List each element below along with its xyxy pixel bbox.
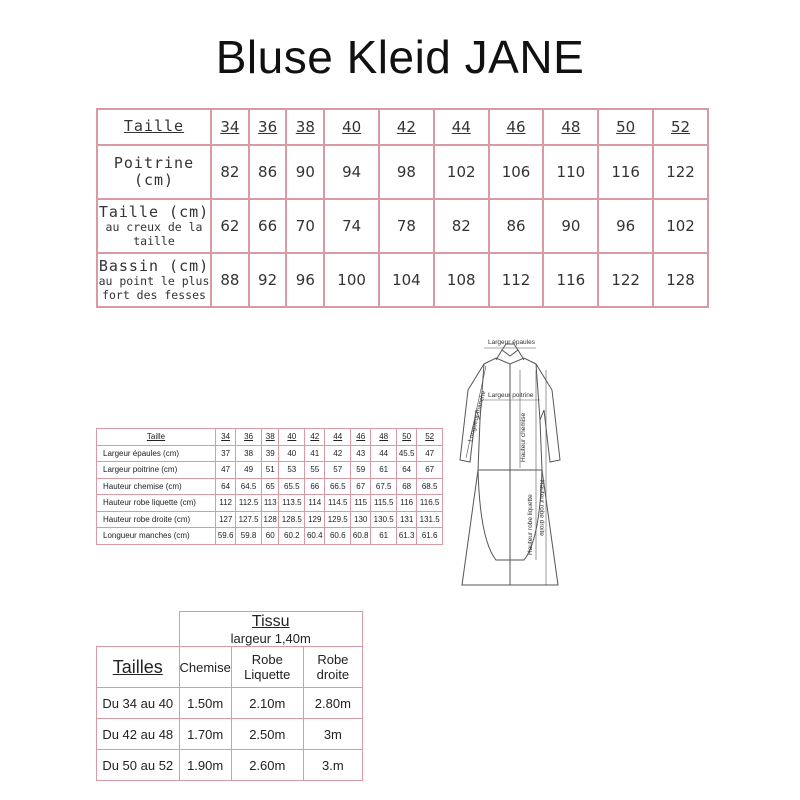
- table-cell: 67.5: [371, 478, 397, 495]
- table-cell: 108: [434, 253, 489, 307]
- table-row: [97, 511, 443, 528]
- table-cell: 116: [598, 145, 653, 199]
- table-cell: 129: [305, 511, 325, 528]
- table-cell: 47: [417, 445, 443, 462]
- table-cell: 128.5: [279, 511, 305, 528]
- label-chest: Largeur poitrine: [488, 392, 534, 399]
- table-cell: 59.8: [236, 528, 262, 545]
- size-header-cell: 46: [489, 109, 544, 145]
- label-shoulders: Largeur épaules: [488, 339, 535, 346]
- sizes-heading-text: Tailles: [112, 656, 163, 677]
- size-header-cell: 34: [211, 109, 249, 145]
- table-cell: 61: [371, 462, 397, 479]
- table-cell: 41: [305, 445, 325, 462]
- table-cell: 65: [261, 478, 279, 495]
- table-cell: 110: [543, 145, 598, 199]
- fabric-header-row: [97, 612, 363, 647]
- table-cell: 61: [371, 528, 397, 545]
- table-cell: 61.6: [417, 528, 443, 545]
- table-cell: 88: [211, 253, 249, 307]
- table-cell: 70: [286, 199, 324, 253]
- table-cell: 116: [543, 253, 598, 307]
- table-cell: 55: [305, 462, 325, 479]
- size-header-cell: 38: [261, 429, 279, 446]
- table-cell: 60.6: [325, 528, 351, 545]
- table-row: [97, 528, 443, 545]
- row-label: [97, 145, 211, 199]
- table-cell: 82: [211, 145, 249, 199]
- table-cell: 68: [397, 478, 417, 495]
- row-label-unit: (cm): [133, 171, 175, 189]
- table-cell: 2.50m: [231, 719, 303, 750]
- table-cell: 43: [351, 445, 371, 462]
- table-cell: 86: [489, 199, 544, 253]
- size-header-cell: 50: [598, 109, 653, 145]
- row-label-main: Taille (cm): [98, 203, 210, 222]
- table-cell: 128: [261, 511, 279, 528]
- table-cell: 1.70m: [179, 719, 231, 750]
- size-header-cell: 38: [286, 109, 324, 145]
- table-row: [97, 199, 708, 253]
- table-cell: 127.5: [236, 511, 262, 528]
- table-cell: 131.5: [417, 511, 443, 528]
- table-cell: 112.5: [236, 495, 262, 512]
- table-cell: 113: [261, 495, 279, 512]
- label-shirt: Hauteur chemise: [520, 412, 527, 462]
- table-cell: 53: [279, 462, 305, 479]
- row-label: Hauteur robe droite (cm): [97, 511, 216, 528]
- table-cell: 44: [371, 445, 397, 462]
- row-label: [97, 253, 211, 307]
- table-cell: 1.90m: [179, 750, 231, 781]
- table-cell: 112: [489, 253, 544, 307]
- dress-drawing: [440, 330, 580, 590]
- table-cell: 67: [351, 478, 371, 495]
- row-label-note: au creux de la taille: [105, 220, 203, 248]
- table-cell: 74: [324, 199, 379, 253]
- table-cell: 94: [324, 145, 379, 199]
- fabric-table: [96, 611, 363, 781]
- table-cell: 122: [598, 253, 653, 307]
- table-cell: 102: [434, 145, 489, 199]
- table-cell: 38: [236, 445, 262, 462]
- table-row: [97, 688, 363, 719]
- column-header: Robe droite: [303, 647, 362, 688]
- size-header-cell: 48: [371, 429, 397, 446]
- table-cell: 3m: [303, 719, 362, 750]
- size-header-cell: 52: [417, 429, 443, 446]
- table-cell: 60: [261, 528, 279, 545]
- dress-illustration: [440, 330, 580, 590]
- row-label: Hauteur robe liquette (cm): [97, 495, 216, 512]
- table-row: [97, 495, 443, 512]
- fabric-columns-row: [97, 647, 363, 688]
- table-cell: 130: [351, 511, 371, 528]
- table-row: [97, 750, 363, 781]
- table-cell: 64: [397, 462, 417, 479]
- size-header-cell: 44: [325, 429, 351, 446]
- table-cell: 60.2: [279, 528, 305, 545]
- table-row: [97, 253, 708, 307]
- size-range: Du 50 au 52: [97, 750, 180, 781]
- garment-measurements-table: [96, 428, 443, 545]
- table-cell: 61.3: [397, 528, 417, 545]
- fabric-heading: [179, 612, 363, 647]
- table-cell: 51: [261, 462, 279, 479]
- size-header-row: [97, 109, 708, 145]
- label-droite: Hauteur robe droite: [538, 480, 545, 537]
- table-cell: 116.5: [417, 495, 443, 512]
- table-cell: 116: [397, 495, 417, 512]
- table-cell: 68.5: [417, 478, 443, 495]
- row-label: [97, 199, 211, 253]
- row-label: Hauteur chemise (cm): [97, 478, 216, 495]
- table-cell: 3.m: [303, 750, 362, 781]
- row-label-main: Poitrine: [113, 153, 195, 172]
- label-liquette: Hauteur robe liquette: [527, 494, 534, 555]
- size-header-row: [97, 429, 443, 446]
- table-cell: 59.6: [216, 528, 236, 545]
- row-label-main: Bassin (cm): [98, 257, 210, 276]
- row-label: Largeur épaules (cm): [97, 445, 216, 462]
- size-header-cell: 36: [236, 429, 262, 446]
- table-cell: 92: [249, 253, 287, 307]
- size-header-cell: 52: [653, 109, 708, 145]
- size-header-cell: 34: [216, 429, 236, 446]
- table-cell: 112: [216, 495, 236, 512]
- table-cell: 78: [379, 199, 434, 253]
- size-range: Du 34 au 40: [97, 688, 180, 719]
- table-cell: 66.5: [325, 478, 351, 495]
- row-label: Longueur manches (cm): [97, 528, 216, 545]
- table-cell: 100: [324, 253, 379, 307]
- size-header-cell: 42: [305, 429, 325, 446]
- size-header-cell: 50: [397, 429, 417, 446]
- table-cell: 127: [216, 511, 236, 528]
- table-cell: 60.8: [351, 528, 371, 545]
- table-cell: 90: [543, 199, 598, 253]
- table-cell: 129.5: [325, 511, 351, 528]
- table-cell: 64.5: [236, 478, 262, 495]
- width-label: largeur 1,40m: [230, 630, 311, 646]
- table-cell: 106: [489, 145, 544, 199]
- table-cell: 66: [249, 199, 287, 253]
- size-header-cell: 44: [434, 109, 489, 145]
- table-cell: 37: [216, 445, 236, 462]
- column-header: Chemise: [179, 647, 231, 688]
- table-cell: 104: [379, 253, 434, 307]
- table-cell: 64: [216, 478, 236, 495]
- table-cell: 96: [286, 253, 324, 307]
- sizes-heading: [97, 647, 180, 688]
- table-row: [97, 719, 363, 750]
- table-cell: 40: [279, 445, 305, 462]
- table-cell: 57: [325, 462, 351, 479]
- column-header: Robe Liquette: [231, 647, 303, 688]
- table-cell: 1.50m: [179, 688, 231, 719]
- size-header-label: Taille: [97, 109, 211, 145]
- empty-cell: [97, 612, 180, 647]
- size-header-cell: 46: [351, 429, 371, 446]
- size-header-cell: 36: [249, 109, 287, 145]
- table-cell: 2.60m: [231, 750, 303, 781]
- size-header-cell: 40: [279, 429, 305, 446]
- table-cell: 45.5: [397, 445, 417, 462]
- label-sleeve: Longueur manche: [467, 390, 488, 443]
- table-cell: 2.80m: [303, 688, 362, 719]
- table-cell: 65.5: [279, 478, 305, 495]
- table-cell: 2.10m: [231, 688, 303, 719]
- row-label-note: au point le plus fort des fesses: [98, 274, 210, 302]
- size-header-label: Taille: [97, 429, 216, 446]
- table-cell: 114: [305, 495, 325, 512]
- table-row: [97, 445, 443, 462]
- size-header-cell: 48: [543, 109, 598, 145]
- table-cell: 66: [305, 478, 325, 495]
- table-row: [97, 145, 708, 199]
- table-cell: 96: [598, 199, 653, 253]
- size-header-cell: 42: [379, 109, 434, 145]
- table-cell: 49: [236, 462, 262, 479]
- table-row: [97, 478, 443, 495]
- table-cell: 60.4: [305, 528, 325, 545]
- table-cell: 98: [379, 145, 434, 199]
- table-cell: 131: [397, 511, 417, 528]
- table-cell: 86: [249, 145, 287, 199]
- table-cell: 90: [286, 145, 324, 199]
- table-cell: 42: [325, 445, 351, 462]
- table-cell: 82: [434, 199, 489, 253]
- table-cell: 59: [351, 462, 371, 479]
- table-cell: 114.5: [325, 495, 351, 512]
- size-range: Du 42 au 48: [97, 719, 180, 750]
- table-cell: 122: [653, 145, 708, 199]
- tissu-label: Tissu: [251, 612, 290, 630]
- size-header-cell: 40: [324, 109, 379, 145]
- row-label: Largeur poitrine (cm): [97, 462, 216, 479]
- body-measurements-table: [96, 108, 709, 308]
- table-cell: 62: [211, 199, 249, 253]
- table-cell: 115: [351, 495, 371, 512]
- table-cell: 128: [653, 253, 708, 307]
- table-cell: 102: [653, 199, 708, 253]
- table-row: [97, 462, 443, 479]
- table-cell: 113.5: [279, 495, 305, 512]
- table-cell: 67: [417, 462, 443, 479]
- page-title: Bluse Kleid JANE: [215, 31, 585, 83]
- table-cell: 130.5: [371, 511, 397, 528]
- table-cell: 115.5: [371, 495, 397, 512]
- table-cell: 47: [216, 462, 236, 479]
- table-cell: 39: [261, 445, 279, 462]
